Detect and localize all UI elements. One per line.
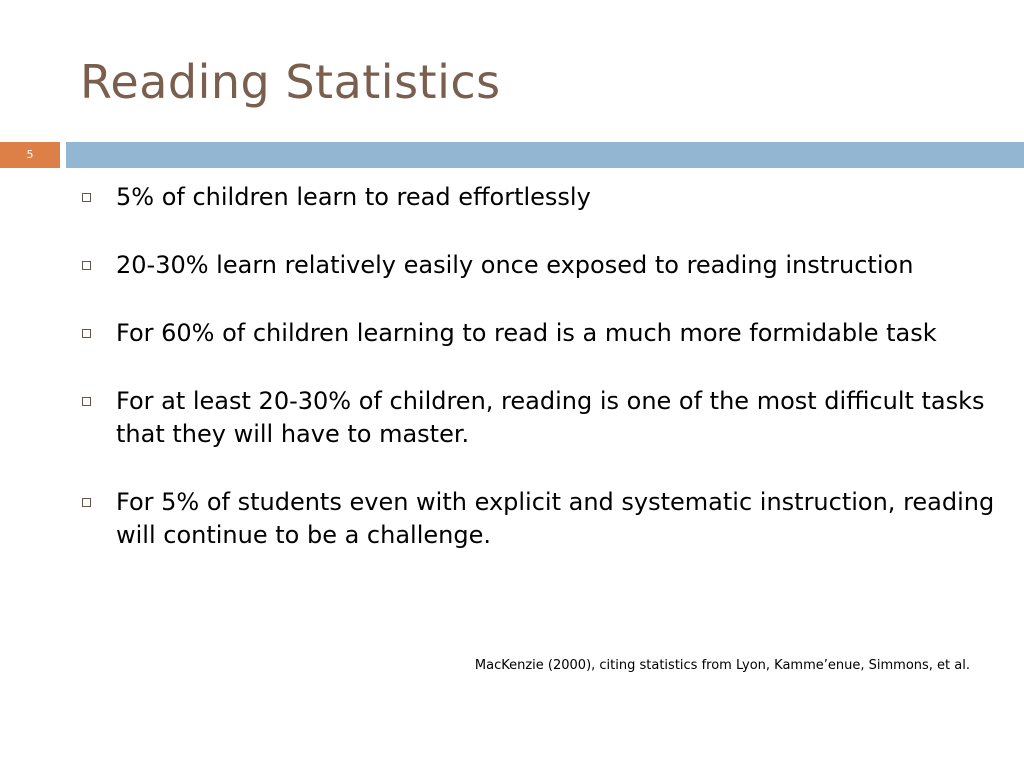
slide-number: 5: [26, 148, 34, 161]
bullet-text: For 5% of students even with explicit and systematic instruction, reading will continue to be a challenge.: [116, 488, 995, 549]
bullet-text: 20-30% learn relatively easily once exposed to reading instruction: [116, 251, 914, 279]
square-bullet-icon: [82, 261, 91, 270]
bullet-text: For at least 20-30% of children, reading is one of the most difficult tasks that they will have to master.: [116, 387, 985, 448]
bullet-item: [80, 181, 1000, 214]
citation: MacKenzie (2000), citing statistics from Lyon, Kamme’enue, Simmons, et al.: [474, 658, 970, 673]
bullet-item: [80, 385, 1000, 451]
accent-bar-fill: [66, 142, 1024, 168]
square-bullet-icon: [82, 193, 91, 202]
square-bullet-icon: [82, 397, 91, 406]
bullet-list: [80, 181, 1000, 587]
bullet-text: 5% of children learn to read effortlessly: [116, 183, 591, 211]
square-bullet-icon: [82, 329, 91, 338]
slide-number-box: [0, 142, 60, 168]
bullet-text: For 60% of children learning to read is a much more formidable task: [116, 319, 937, 347]
bullet-item: [80, 317, 1000, 350]
bullet-item: [80, 486, 1000, 552]
bullet-item: [80, 249, 1000, 282]
square-bullet-icon: [82, 498, 91, 507]
header-accent-bar: [0, 142, 1024, 168]
slide-title: Reading Statistics: [80, 55, 501, 109]
